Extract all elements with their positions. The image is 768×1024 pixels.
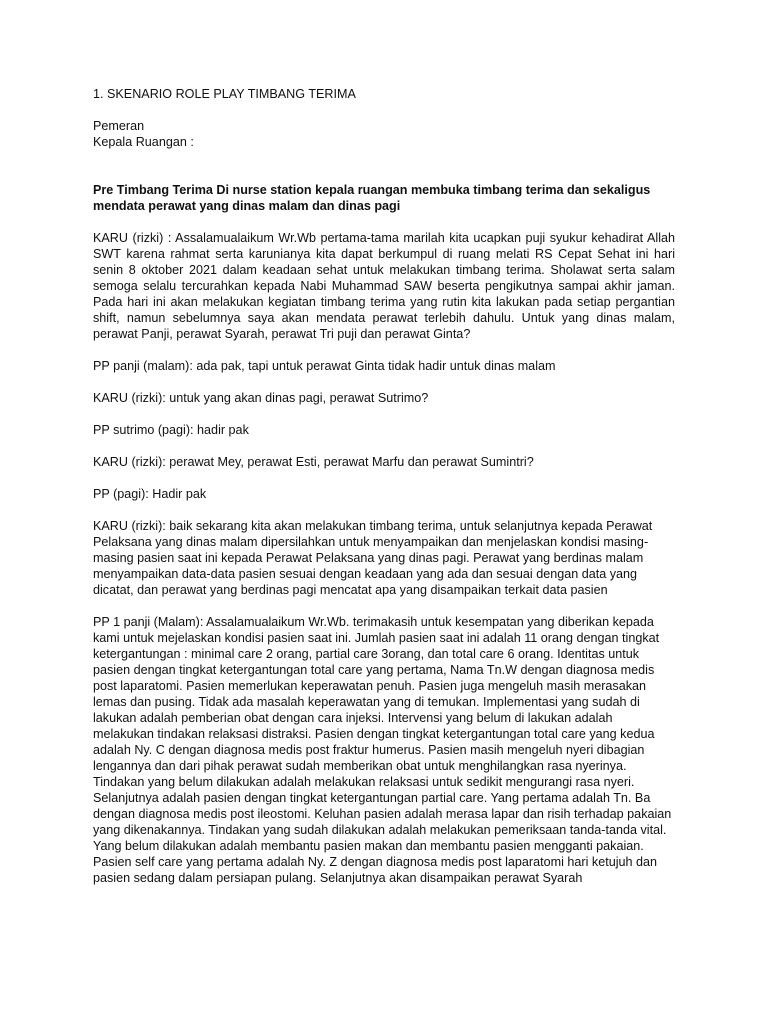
paragraph-karu-pagi: KARU (rizki): untuk yang akan dinas pagi, perawat Sutrimo? (93, 391, 429, 405)
cast-label: Pemeran (93, 119, 145, 133)
paragraph-karu-instructions: KARU (rizki): baik sekarang kita akan melakukan timbang terima, untuk selanjutnya kepada Perawat Pelaksana yang dinas malam dipersilahkan untuk menyampaikan dan menjelaskan kondisi masing-masing pasien saat ini kepada Perawat Pelaksana yang dinas pagi. Perawat yang berdinas malam menyampaikan data-data pasien sesuai dengan keadaan yang ada dan sesuai dengan data yang dicatat, dan perawat yang berdinas pagi mencatat apa yang disampaikan terkait data pasien (93, 519, 653, 597)
document-body (93, 86, 675, 902)
paragraph-pp-sutrimo: PP sutrimo (pagi): hadir pak (93, 423, 249, 437)
pre-timbang-heading: Pre Timbang Terima Di nurse station kepala ruangan membuka timbang terima dan sekaligus mendata perawat yang dinas malam dan dinas pagi (93, 183, 651, 213)
paragraph-pp-pagi: PP (pagi): Hadir pak (93, 487, 207, 501)
document-title: 1. SKENARIO ROLE PLAY TIMBANG TERIMA (93, 87, 356, 101)
paragraph-karu-opening: KARU (rizki) : Assalamualaikum Wr.Wb pertama-tama marilah kita ucapkan puji syukur kehadirat Allah SWT karena rahmat serta karunianya kita dapat berkumpul di ruang melati RS Cepat Sehat ini hari senin 8 oktober 2021 dalam keadaan sehat untuk melakukan timbang terima. Sholawat serta salam semoga selalu tercurahkan kepada Nabi Muhammad SAW beserta pengikutnya sampai akhir jaman. Pada hari ini akan melakukan kegiatan timbang terima yang rutin kita lakukan pada setiap pergantian shift, namun sebelumnya saya akan mendata perawat terlebih dahulu. Untuk yang dinas malam, perawat Panji, perawat Syarah, perawat Tri puji dan perawat Ginta? (93, 231, 675, 341)
paragraph-pp1-report: PP 1 panji (Malam): Assalamualaikum Wr.Wb. terimakasih untuk kesempatan yang diberikan kepada kami untuk mejelaskan kondisi pasien saat ini. Jumlah pasien saat ini adalah 11 orang dengan tingkat ketergantungan : minimal care 2 orang, partial care 3orang, dan total care 6 orang. Identitas untuk pasien dengan tingkat ketergantungan total care yang pertama, Nama Tn.W dengan diagnosa medis post laparatomi. Pasien memerlukan keperawatan penuh. Pasien juga mengeluh masih merasakan lemas dan pusing. Tidak ada masalah keperawatan yang di temukan. Implementasi yang sudah di lakukan adalah pemberian obat dengan cara injeksi. Intervensi yang belum di lakukan adalah melakukan tindakan relaksasi distraksi. Pasien dengan tingkat ketergantungan total care yang kedua adalah Ny. C dengan diagnosa medis post fraktur humerus. Pasien masih mengeluh nyeri dibagian lengannya dan dari pihak perawat sudah memberikan obat untuk menghilangkan rasa nyerinya. Tindakan yang belum dilakukan adalah melakukan relaksasi untuk sedikit mengurangi rasa nyeri. Selanjutnya adalah pasien dengan tingkat ketergantungan partial care. Yang pertama adalah Tn. Ba dengan diagnosa medis post ileostomi. Keluhan pasien adalah merasa lapar dan risih terhadap pakaian yang dikenakannya. Tindakan yang sudah dilakukan adalah melakukan pemeriksaan tanda-tanda vital. Yang belum dilakukan adalah membantu pasien makan dan membantu pasien mengganti pakaian. Pasien self care yang pertama adalah Ny. Z dengan diagnosa medis post laparatomi hari ketujuh dan pasien sedang dalam persiapan pulang. Selanjutnya akan disampaikan perawat Syarah (93, 615, 672, 885)
paragraph-karu-names: KARU (rizki): perawat Mey, perawat Esti, perawat Marfu dan perawat Sumintri? (93, 455, 534, 469)
head-room-label: Kepala Ruangan : (93, 135, 194, 149)
paragraph-pp-panji: PP panji (malam): ada pak, tapi untuk perawat Ginta tidak hadir untuk dinas malam (93, 359, 556, 373)
